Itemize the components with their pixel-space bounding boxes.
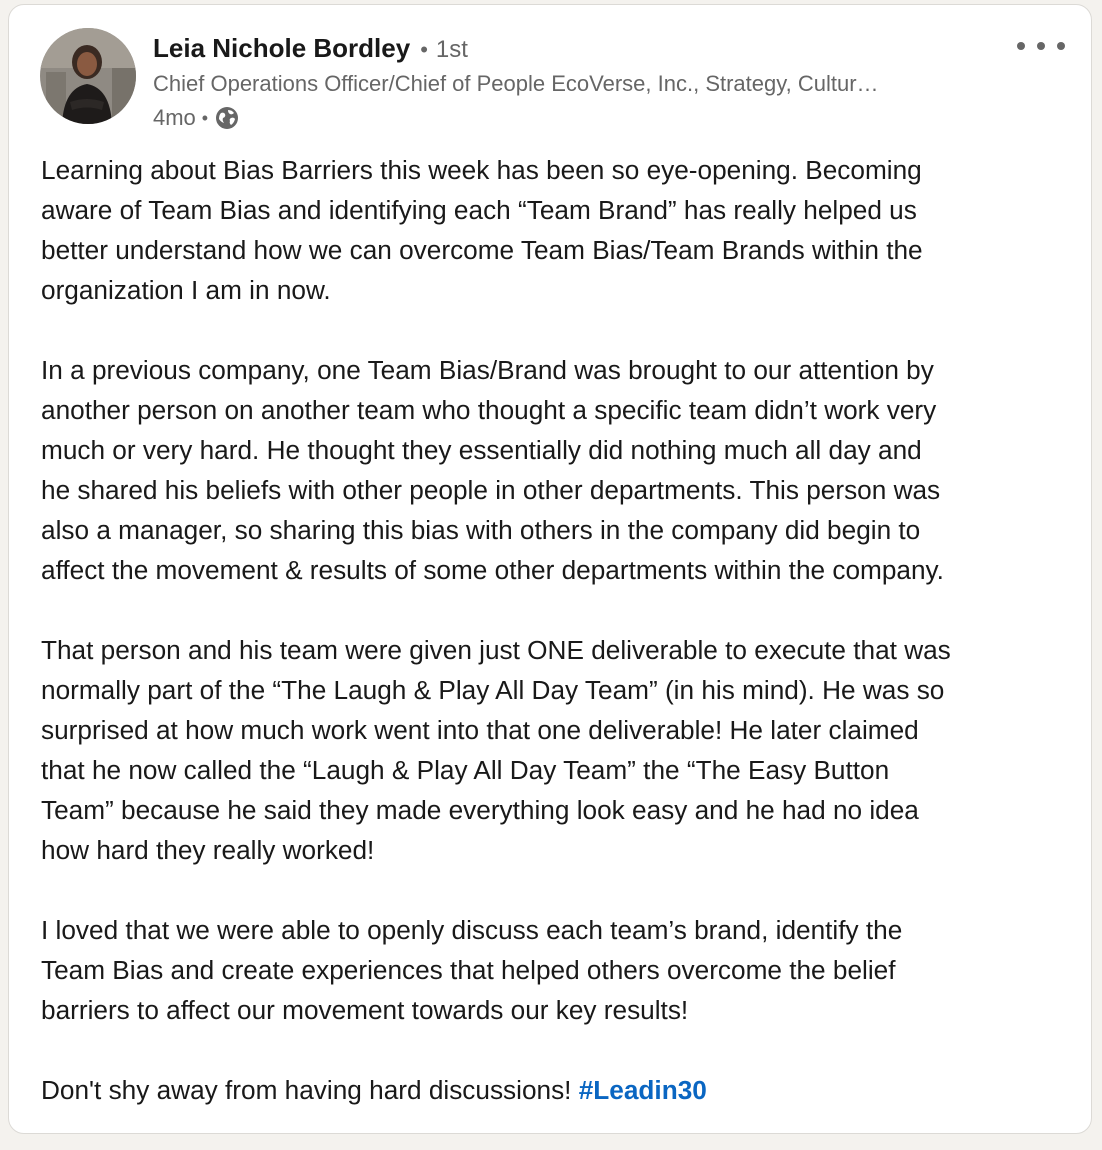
avatar-photo-icon	[40, 28, 136, 124]
post-card	[8, 4, 1092, 1134]
post-time[interactable]: 4mo	[153, 105, 196, 130]
author-name-line	[153, 33, 468, 69]
post-paragraph: In a previous company, one Team Bias/Brand was brought to our attention by another person on another team who thought a specific team didn’t work very much or very hard. He thought they essentially did nothing much all day and he shared his beliefs with other people in other departments. This person was also a manager, so sharing this bias with others in the company did begin to affect the movement & results of some other departments within the company.	[41, 355, 944, 585]
author-headline[interactable]: Chief Operations Officer/Chief of People EcoVerse, Inc., Strategy, Cultur…	[153, 71, 879, 96]
post-meta	[153, 103, 240, 133]
separator-dot: •	[420, 37, 428, 62]
post-paragraph	[41, 1070, 1081, 1110]
more-options-button[interactable]	[1017, 31, 1065, 61]
separator-dot: •	[201, 107, 209, 128]
globe-icon	[214, 105, 240, 131]
post-paragraph: That person and his team were given just ONE deliverable to execute that was normally part of the “The Laugh & Play All Day Team” (in his mind). He was so surprised at how much work went into that one deliverable! He later claimed that he now called the “Laugh & Play All Day Team” the “The Easy Button Team” because he said they made everything look easy and he had no idea how hard they really worked!	[41, 635, 951, 865]
hashtag-link[interactable]: #Leadin30	[578, 1075, 707, 1105]
closing-text: Don't shy away from having hard discussions!	[41, 1075, 579, 1105]
post-paragraph: Learning about Bias Barriers this week has been so eye-opening. Becoming aware of Team Bias and identifying each “Team Brand” has really helped us better understand how we can overcome Team Bias/Team Brands within the organization I am in now.	[41, 155, 923, 305]
connection-degree: 1st	[435, 36, 468, 63]
post-paragraph: I loved that we were able to openly discuss each team’s brand, identify the Team Bias and create experiences that helped others overcome the belief barriers to affect our movement towards our key results!	[41, 915, 903, 1025]
more-horizontal-icon	[1017, 42, 1025, 50]
post-body	[41, 150, 1081, 1150]
author-avatar[interactable]	[40, 28, 136, 124]
author-name[interactable]: Leia Nichole Bordley	[153, 33, 411, 63]
